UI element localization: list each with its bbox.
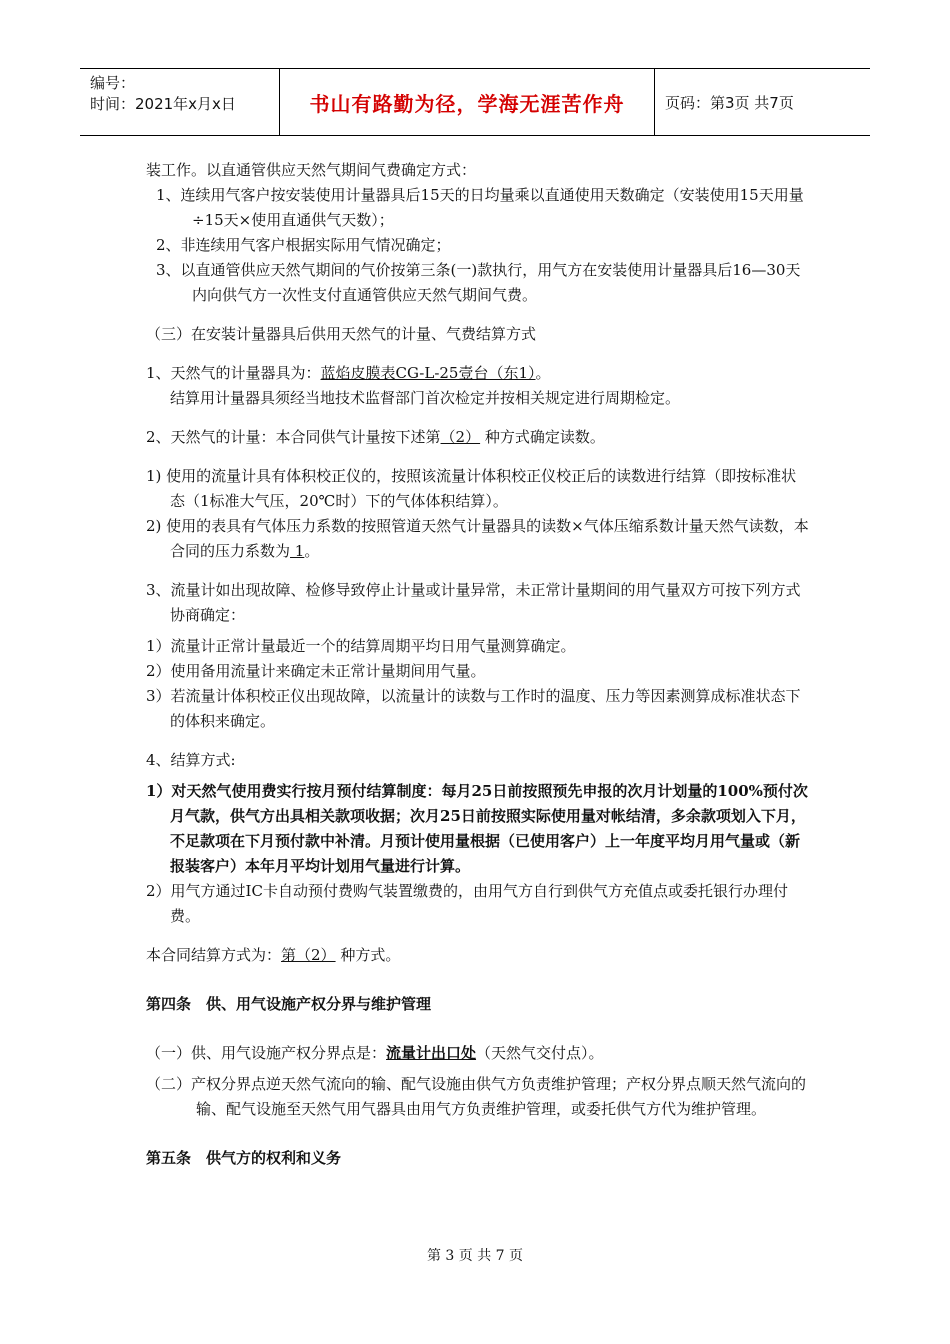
fault-option-1: 1）流量计正常计量最近一个的结算周期平均日用气量测算确定。 bbox=[146, 637, 576, 655]
metering-method-prefix: 2、天然气的计量：本合同供气计量按下述第 bbox=[146, 428, 441, 446]
fault-option-2: 2）使用备用流量计来确定未正常计量期间用气量。 bbox=[146, 662, 486, 680]
metering-option-1: 1) 使用的流量计具有体积校正仪的，按照该流量计体积校正仪校正后的读数进行结算（即按标准状态（1标准大气压，20℃时）下的气体体积结算）。 bbox=[146, 467, 797, 510]
list-item-noncontinuous-usage: 2、非连续用气客户根据实际用气情况确定； bbox=[156, 236, 451, 254]
meter-verification-note: 结算用计量器具须经当地技术监督部门首次检定并按相关规定进行周期检定。 bbox=[170, 389, 681, 407]
settlement-option-2: 2）用气方通过IC卡自动预付费购气装置缴费的，由用气方自行到供气方充值点或委托银行办理付费。 bbox=[146, 882, 788, 925]
meter-device-suffix: 。 bbox=[535, 364, 551, 382]
maintenance-responsibility: （二）产权分界点逆天然气流向的输、配气设施由供气方负责维护管理；产权分界点顺天然气流向的输、配气设施至天然气用气器具由用气方负责维护管理，或委托供气方代为维护管理。 bbox=[146, 1075, 807, 1118]
fault-option-3: 3）若流量计体积校正仪出现故障，以流量计的读数与工作时的温度、压力等因素测算成标准状态下的体积来确定。 bbox=[146, 687, 801, 730]
meter-device-value: 蓝焰皮膜表CG-L-25壹台（东1） bbox=[320, 364, 536, 382]
document-body bbox=[146, 158, 811, 1171]
paragraph-continued: 装工作。以直通管供应天然气期间气费确定方式： bbox=[146, 161, 477, 179]
boundary-point-value: 流量计出口处 bbox=[386, 1044, 477, 1062]
settlement-choice-suffix: 种方式。 bbox=[335, 946, 401, 964]
header-meta bbox=[80, 69, 280, 135]
metering-method-suffix: 种方式确定读数。 bbox=[480, 428, 605, 446]
metering-method-value: （2） bbox=[440, 428, 481, 446]
settlement-option-1: 1）对天然气使用费实行按月预付结算制度：每月25日前按照预先申报的次月计划量的100%预付次月气款，供气方出具相关款项收据；次月25日前按照实际使用量对帐结清，多余款项划入下月，不足款项在下月预付款中补清。月预计使用量根据（已使用客户）上一年度平均月用气量或（新报装客户）本年月平均计划用气量进行计算。 bbox=[146, 782, 808, 875]
settlement-choice-line bbox=[146, 943, 811, 968]
section-heading-3: （三）在安装计量器具后供用天然气的计量、气费结算方式 bbox=[146, 325, 537, 343]
header-motto: 书山有路勤为径，学海无涯苦作舟 bbox=[280, 69, 655, 135]
list-item-continuous-usage: 1、连续用气客户按安装使用计量器具后15天的日均量乘以直通使用天数确定（安装使用15天用量÷15天×使用直通供气天数）； bbox=[156, 186, 804, 229]
doc-date-label: 时间：2021年x月x日 bbox=[90, 95, 236, 113]
metering-option-2 bbox=[146, 514, 811, 564]
article-5-heading: 第五条 供气方的权利和义务 bbox=[146, 1149, 342, 1167]
pressure-coefficient-value: 1 bbox=[290, 542, 305, 560]
page-footer: 第 3 页 共 7 页 bbox=[426, 1248, 524, 1264]
settlement-heading: 4、结算方式: bbox=[146, 751, 236, 769]
metering-method-line bbox=[146, 425, 811, 450]
page-header bbox=[80, 68, 870, 136]
settlement-choice-value: 第（2） bbox=[281, 946, 336, 964]
boundary-point-prefix: （一）供、用气设施产权分界点是： bbox=[146, 1044, 387, 1062]
article-4-heading: 第四条 供、用气设施产权分界与维护管理 bbox=[146, 995, 432, 1013]
meter-device-line bbox=[146, 361, 811, 386]
meter-device-prefix: 1、天然气的计量器具为： bbox=[146, 364, 321, 382]
boundary-point-suffix: （天然气交付点）。 bbox=[476, 1044, 604, 1062]
settlement-choice-prefix: 本合同结算方式为： bbox=[146, 946, 282, 964]
doc-number-label: 编号： bbox=[90, 74, 136, 92]
list-item-direct-pipe-price: 3、以直通管供应天然气期间的气价按第三条(一)款执行，用气方在安装使用计量器具后16—30天内向供气方一次性支付直通管供应天然气期间气费。 bbox=[156, 261, 801, 304]
header-page-label: 页码：第3页 共7页 bbox=[665, 93, 794, 112]
boundary-point-line bbox=[146, 1041, 811, 1066]
metering-option-2-suffix: 。 bbox=[304, 542, 320, 560]
metering-option-2-prefix: 2) 使用的表具有气体压力系数的按照管道天然气计量器具的读数×气体压缩系数计量天然气读数，本合同的压力系数为 bbox=[146, 517, 809, 560]
meter-fault-clause: 3、流量计如出现故障、检修导致停止计量或计量异常，未正常计量期间的用气量双方可按下列方式协商确定： bbox=[146, 581, 801, 624]
